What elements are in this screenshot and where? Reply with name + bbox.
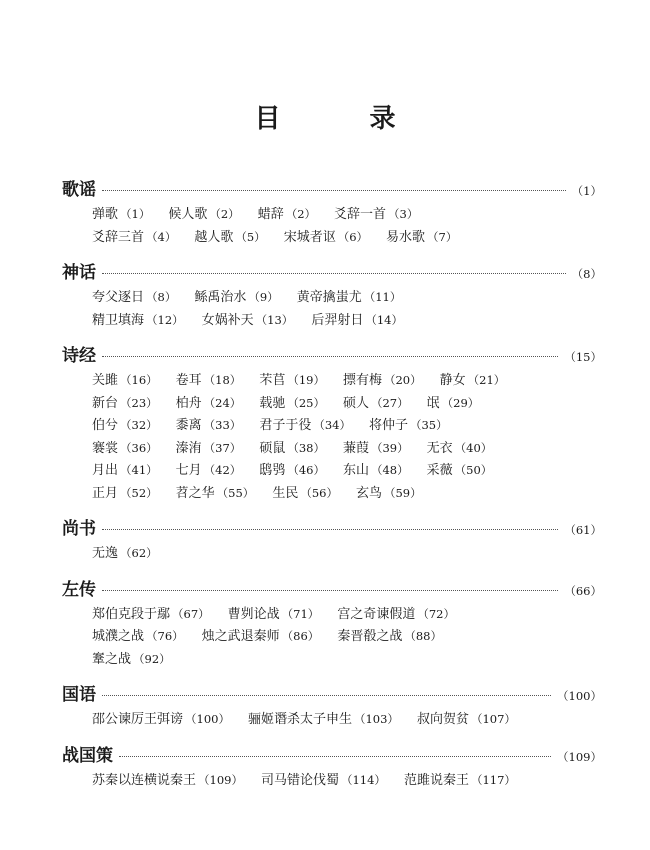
- toc-entry[interactable]: [259, 392, 325, 411]
- toc-entry[interactable]: [343, 459, 409, 478]
- toc-section-heading[interactable]: [62, 514, 602, 542]
- entry-title: 七月: [175, 463, 202, 478]
- entry-title: 苕之华: [175, 485, 215, 501]
- toc-entry[interactable]: [427, 459, 493, 478]
- section-page-number: （100）: [557, 689, 602, 703]
- entry-page-number: （88）: [404, 629, 442, 643]
- entry-page-number: （38）: [287, 440, 325, 455]
- toc-entry-line: [92, 203, 602, 226]
- table-of-contents: [62, 175, 602, 801]
- section-page-number: （66）: [564, 583, 602, 598]
- entry-title: 邵公谏厉王弭谤: [92, 712, 184, 727]
- entry-title: 摽有梅: [342, 373, 382, 388]
- entry-title: 郑伯克段于鄢: [92, 606, 171, 622]
- entry-title: 易水歌: [386, 229, 426, 245]
- toc-entry[interactable]: [176, 437, 242, 456]
- entry-page-number: （5）: [235, 229, 266, 244]
- toc-entry-line: [92, 226, 602, 249]
- toc-entry-line: [92, 603, 602, 626]
- toc-entry[interactable]: [194, 226, 265, 245]
- toc-entry[interactable]: [297, 286, 402, 305]
- toc-section: [62, 258, 602, 331]
- toc-entry-line: [92, 309, 602, 332]
- entry-title: 卷耳: [175, 373, 202, 388]
- toc-entry[interactable]: [92, 309, 184, 328]
- toc-entry[interactable]: [334, 203, 418, 222]
- toc-entry[interactable]: [272, 482, 338, 501]
- toc-entry[interactable]: [386, 226, 457, 245]
- toc-entry[interactable]: [337, 603, 455, 622]
- toc-entry[interactable]: [258, 203, 316, 222]
- toc-entry[interactable]: [176, 414, 242, 433]
- entry-title: 蜡辞: [257, 207, 284, 222]
- entry-page-number: （107）: [470, 712, 516, 726]
- toc-entry[interactable]: [369, 414, 448, 433]
- section-title: 左传: [62, 579, 96, 600]
- entry-page-number: （19）: [287, 373, 325, 387]
- section-title: 神话: [62, 263, 96, 283]
- toc-entry[interactable]: [176, 369, 242, 388]
- entry-page-number: （109）: [198, 772, 243, 787]
- entry-title: 宋城者讴: [283, 229, 336, 245]
- entry-title: 女娲补天: [201, 312, 254, 328]
- entry-title: 骊姬谮杀太子申生: [247, 712, 352, 727]
- toc-entries: [62, 769, 602, 792]
- entry-page-number: （2）: [209, 207, 240, 221]
- toc-entry[interactable]: [92, 286, 176, 305]
- toc-section: [62, 514, 602, 565]
- entry-page-number: （59）: [383, 485, 422, 500]
- section-title: 战国策: [62, 745, 113, 766]
- entry-page-number: （21）: [467, 373, 506, 387]
- toc-entries: [62, 286, 602, 331]
- toc-entry[interactable]: [259, 369, 325, 388]
- section-title: 诗经: [62, 346, 96, 366]
- entry-page-number: （3）: [388, 207, 419, 221]
- entry-title: 正月: [92, 485, 119, 501]
- toc-section-heading[interactable]: [62, 258, 602, 286]
- entry-page-number: （46）: [287, 463, 325, 477]
- dot-leader: [102, 356, 558, 357]
- entry-title: 黍离: [175, 418, 202, 433]
- entry-title: 新台: [92, 395, 119, 411]
- toc-entry[interactable]: [92, 769, 243, 788]
- entry-page-number: （36）: [120, 440, 158, 455]
- toc-entry[interactable]: [92, 414, 158, 433]
- entry-page-number: （72）: [417, 606, 455, 621]
- entry-title: 后羿射日: [311, 312, 364, 328]
- toc-section-heading[interactable]: [62, 680, 602, 708]
- entry-page-number: （33）: [203, 418, 242, 432]
- entry-title: 范雎说秦王: [403, 772, 469, 788]
- toc-section-heading[interactable]: [62, 741, 602, 769]
- entry-page-number: （55）: [216, 485, 255, 500]
- entry-title: 生民: [272, 485, 299, 501]
- section-page-number: （8）: [571, 267, 602, 281]
- section-page-number: （109）: [557, 749, 602, 764]
- entry-title: 鲧禹治水: [194, 290, 247, 305]
- section-title: 歌谣: [62, 180, 96, 200]
- toc-entry[interactable]: [259, 437, 325, 456]
- toc-entry[interactable]: [168, 203, 239, 222]
- toc-entry[interactable]: [92, 392, 158, 411]
- toc-entry[interactable]: [417, 708, 516, 727]
- entry-page-number: （13）: [255, 312, 294, 327]
- entry-page-number: （52）: [120, 485, 158, 500]
- entry-page-number: （40）: [454, 440, 493, 455]
- entry-page-number: （20）: [383, 373, 422, 387]
- entry-page-number: （86）: [281, 629, 320, 643]
- entry-page-number: （56）: [300, 485, 338, 500]
- entry-title: 采薇: [426, 463, 453, 478]
- entry-title: 无逸: [92, 546, 119, 561]
- entry-title: 静女: [439, 373, 466, 388]
- entry-title: 鸱鸮: [259, 463, 286, 478]
- page-title: 目 录: [254, 104, 436, 134]
- entry-title: 蒹葭: [342, 440, 369, 456]
- entry-title: 氓: [426, 395, 440, 411]
- entry-title: 芣苢: [259, 373, 286, 388]
- toc-entry[interactable]: [440, 369, 506, 388]
- toc-entry[interactable]: [176, 392, 242, 411]
- entry-title: 溱洧: [175, 440, 202, 456]
- entry-page-number: （103）: [353, 712, 399, 726]
- entry-title: 精卫填海: [92, 312, 145, 328]
- toc-entry[interactable]: [92, 437, 158, 456]
- toc-entry[interactable]: [92, 708, 230, 727]
- toc-entry-line: [92, 459, 602, 482]
- entry-title: 关雎: [92, 373, 119, 388]
- toc-entry[interactable]: [92, 542, 158, 561]
- toc-entries: [62, 203, 602, 248]
- section-title: 尚书: [62, 519, 96, 539]
- toc-entry[interactable]: [337, 625, 442, 644]
- entry-page-number: （67）: [172, 606, 210, 621]
- entry-title: 鞌之战: [92, 651, 132, 667]
- entry-title: 东山: [342, 463, 369, 478]
- toc-entry[interactable]: [92, 625, 184, 644]
- entry-title: 秦晋殽之战: [337, 629, 403, 644]
- toc-entry[interactable]: [176, 459, 242, 478]
- entry-page-number: （35）: [409, 418, 448, 432]
- entry-title: 叔向贺贫: [416, 712, 469, 727]
- toc-entry[interactable]: [248, 708, 399, 727]
- toc-entry[interactable]: [427, 392, 480, 411]
- toc-entry[interactable]: [194, 286, 278, 305]
- entry-title: 月出: [92, 463, 119, 478]
- section-title: 国语: [62, 685, 96, 705]
- toc-entry[interactable]: [427, 437, 493, 456]
- entry-page-number: （114）: [340, 772, 386, 787]
- toc-entry[interactable]: [259, 414, 351, 433]
- entry-page-number: （9）: [248, 290, 279, 304]
- entry-title: 黄帝擒蚩尤: [296, 290, 362, 305]
- toc-section-heading[interactable]: [62, 341, 602, 369]
- entry-title: 城濮之战: [92, 629, 145, 644]
- entry-page-number: （76）: [146, 629, 184, 643]
- toc-entries: [62, 369, 602, 504]
- entry-page-number: （6）: [337, 229, 369, 244]
- toc-section: [62, 575, 602, 671]
- entry-title: 硕鼠: [259, 440, 286, 456]
- entry-title: 伯兮: [92, 418, 119, 433]
- toc-entry-line: [92, 392, 602, 415]
- toc-entry-line: [92, 648, 602, 671]
- toc-entry[interactable]: [92, 648, 171, 667]
- entry-page-number: （100）: [185, 712, 230, 726]
- dot-leader: [102, 695, 551, 696]
- toc-section: [62, 741, 602, 792]
- entry-page-number: （1）: [120, 207, 151, 221]
- section-page-number: （15）: [564, 350, 602, 364]
- entry-title: 玄鸟: [355, 485, 382, 501]
- toc-entry[interactable]: [343, 437, 409, 456]
- entry-page-number: （14）: [365, 312, 403, 327]
- entry-page-number: （92）: [133, 651, 171, 666]
- entry-title: 爻辞一首: [334, 207, 387, 222]
- entry-page-number: （62）: [120, 546, 158, 560]
- toc-entry[interactable]: [92, 226, 176, 245]
- toc-entry[interactable]: [202, 625, 320, 644]
- toc-entry-line: [92, 542, 602, 565]
- toc-entry[interactable]: [92, 203, 150, 222]
- toc-entry-line: [92, 286, 602, 309]
- entry-title: 爻辞三首: [92, 229, 145, 245]
- entry-page-number: （32）: [120, 418, 158, 432]
- entry-page-number: （24）: [203, 395, 242, 410]
- entry-title: 夸父逐日: [92, 290, 145, 305]
- toc-entries: [62, 708, 602, 731]
- entry-title: 硕人: [342, 395, 369, 411]
- section-page-number: （1）: [571, 184, 602, 198]
- entry-page-number: （37）: [203, 440, 242, 455]
- entry-page-number: （11）: [363, 290, 402, 304]
- toc-entry-line: [92, 369, 602, 392]
- entry-page-number: （39）: [370, 440, 409, 455]
- toc-entry[interactable]: [259, 459, 325, 478]
- entry-page-number: （12）: [146, 312, 184, 327]
- entry-title: 宫之奇谏假道: [337, 606, 416, 622]
- toc-section-heading[interactable]: [62, 175, 602, 203]
- toc-section: [62, 680, 602, 731]
- toc-entry[interactable]: [311, 309, 403, 328]
- entry-page-number: （117）: [470, 772, 516, 787]
- toc-entry[interactable]: [176, 482, 255, 501]
- toc-entry[interactable]: [343, 369, 422, 388]
- entry-title: 烛之武退秦师: [201, 629, 280, 644]
- toc-entry[interactable]: [92, 482, 158, 501]
- entry-page-number: （27）: [370, 395, 409, 410]
- toc-entries: [62, 603, 602, 671]
- entry-title: 越人歌: [194, 229, 234, 245]
- entry-page-number: （18）: [203, 373, 242, 387]
- entry-title: 将仲子: [368, 418, 408, 433]
- toc-entry-line: [92, 769, 602, 792]
- entry-page-number: （8）: [146, 290, 177, 304]
- toc-entry[interactable]: [284, 226, 368, 245]
- entry-page-number: （48）: [370, 463, 409, 477]
- toc-entry[interactable]: [92, 369, 158, 388]
- entry-page-number: （7）: [427, 229, 458, 244]
- toc-entry[interactable]: [343, 392, 409, 411]
- dot-leader: [102, 529, 558, 530]
- toc-entry[interactable]: [92, 603, 210, 622]
- toc-entry-line: [92, 437, 602, 460]
- entry-page-number: （42）: [203, 463, 242, 477]
- toc-entry-line: [92, 414, 602, 437]
- entry-page-number: （50）: [454, 463, 493, 477]
- toc-entry[interactable]: [228, 603, 320, 622]
- entry-page-number: （41）: [120, 463, 158, 477]
- entry-page-number: （2）: [285, 207, 317, 221]
- toc-entry[interactable]: [92, 459, 158, 478]
- entry-page-number: （71）: [281, 606, 320, 621]
- entry-title: 君子于役: [259, 418, 312, 433]
- entry-page-number: （34）: [313, 418, 351, 432]
- entry-title: 柏舟: [175, 395, 202, 411]
- entry-title: 载驰: [259, 395, 286, 411]
- dot-leader: [102, 273, 566, 274]
- toc-section-heading[interactable]: [62, 575, 602, 603]
- entry-title: 候人歌: [168, 207, 208, 222]
- entry-title: 无衣: [426, 440, 453, 456]
- entry-title: 苏秦以连横说秦王: [92, 772, 197, 788]
- toc-section: [62, 341, 602, 504]
- dot-leader: [102, 190, 566, 191]
- toc-entry[interactable]: [202, 309, 294, 328]
- entry-title: 弹歌: [92, 207, 119, 222]
- toc-entry[interactable]: [404, 769, 516, 788]
- dot-leader: [102, 590, 558, 591]
- entry-page-number: （4）: [146, 229, 177, 244]
- toc-entries: [62, 542, 602, 565]
- entry-page-number: （25）: [287, 395, 325, 410]
- section-page-number: （61）: [564, 523, 602, 537]
- entry-title: 司马错论伐蜀: [260, 772, 339, 788]
- entry-page-number: （29）: [441, 395, 480, 410]
- entry-page-number: （23）: [120, 395, 158, 410]
- toc-entry-line: [92, 482, 602, 505]
- entry-title: 曹刿论战: [227, 606, 280, 622]
- entry-title: 褰裳: [92, 440, 119, 456]
- dot-leader: [119, 756, 551, 757]
- toc-section: [62, 175, 602, 248]
- toc-entry[interactable]: [356, 482, 422, 501]
- toc-entry-line: [92, 708, 602, 731]
- toc-entry[interactable]: [261, 769, 386, 788]
- entry-page-number: （16）: [120, 373, 158, 387]
- toc-entry-line: [92, 625, 602, 648]
